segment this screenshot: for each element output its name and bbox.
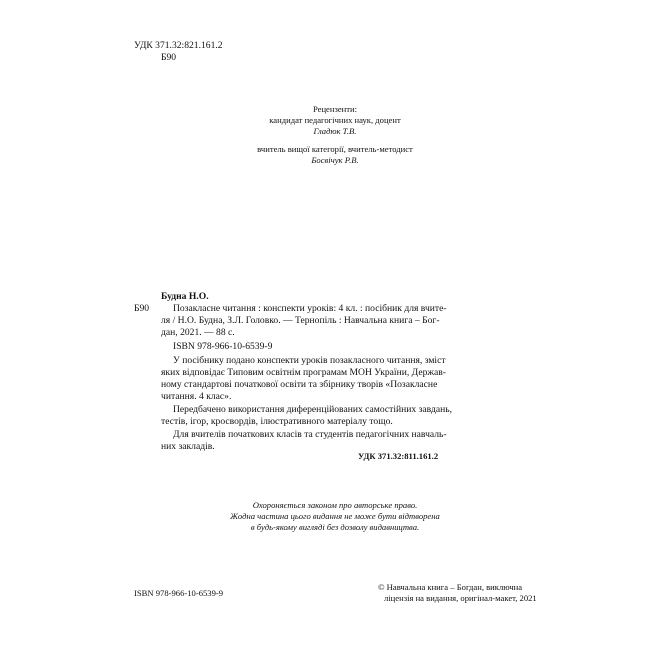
catalog-line-1: Позакласне читання : конспекти уроків: 4 кл. : посібник для вчите- <box>173 303 447 314</box>
footer-copyright-line-1: © Навчальна книга – Богдан, виключна <box>378 582 523 592</box>
reviewer-2-position: вчитель вищої категорії, вчитель-методист <box>257 144 413 154</box>
notice-line-1: Охороняється законом про авторське право. <box>252 500 418 510</box>
reviewers-title: Рецензенти: <box>312 104 358 114</box>
annotation-p2-line-2: тестів, ігор, кросвордів, ілюстративного матеріалу тощо. <box>161 416 393 427</box>
annotation-p1-line-3: ному стандартові початкової освіти та збірнику творів «Позакласне <box>161 379 438 390</box>
copyright-protection-notice <box>210 500 460 533</box>
reviewers-block <box>220 104 450 166</box>
udk-code-top: УДК 371.32:821.161.2 <box>134 40 223 51</box>
footer-copyright-line-2: ліцензія на видання, оригінал-макет, 2021 <box>384 593 537 603</box>
notice-line-2: Жодна частина цього видання не може бути відтворена <box>230 511 440 521</box>
annotation-p1-line-2: яких відповідає Типовим освітнім програмам МОН України, Держав- <box>161 367 446 378</box>
author-mark-top: Б90 <box>161 52 177 63</box>
annotation-p2-line-1: Передбачено використання диференційованих самостійних завдань, <box>173 404 453 415</box>
catalog-isbn: ISBN 978-966-10-6539-9 <box>173 341 273 352</box>
annotation-p3-line-1: Для вчителів початкових класів та студентів педагогічних навчаль- <box>173 429 447 440</box>
reviewer-2-name: Босвічук Р.В. <box>311 155 359 165</box>
footer-isbn: ISBN 978-966-10-6539-9 <box>134 588 224 598</box>
catalog-line-2: ля / Н.О. Будна, З.Л. Головко. — Тернопіль : Навчальна книга – Бог- <box>161 315 440 326</box>
annotation-p1-line-1: У посібнику подано конспекти уроків позакласного читання, зміст <box>173 355 446 366</box>
catalog-line-3: дан, 2021. — 88 с. <box>161 327 235 338</box>
reviewer-1-name: Гладюк Т.В. <box>313 126 357 136</box>
notice-line-3: в будь-якому вигляді без дозволу видавництва. <box>250 522 420 532</box>
reviewer-1-position: кандидат педагогічних наук, доцент <box>269 115 401 125</box>
udk-code-bottom: УДК 371.32:811.161.2 <box>358 451 439 461</box>
annotation-p1-line-4: читання. 4 клас». <box>161 391 232 402</box>
catalog-mark: Б90 <box>134 303 150 314</box>
annotation-p3-line-2: них закладів. <box>161 441 215 452</box>
catalog-author: Будна Н.О. <box>161 291 209 302</box>
